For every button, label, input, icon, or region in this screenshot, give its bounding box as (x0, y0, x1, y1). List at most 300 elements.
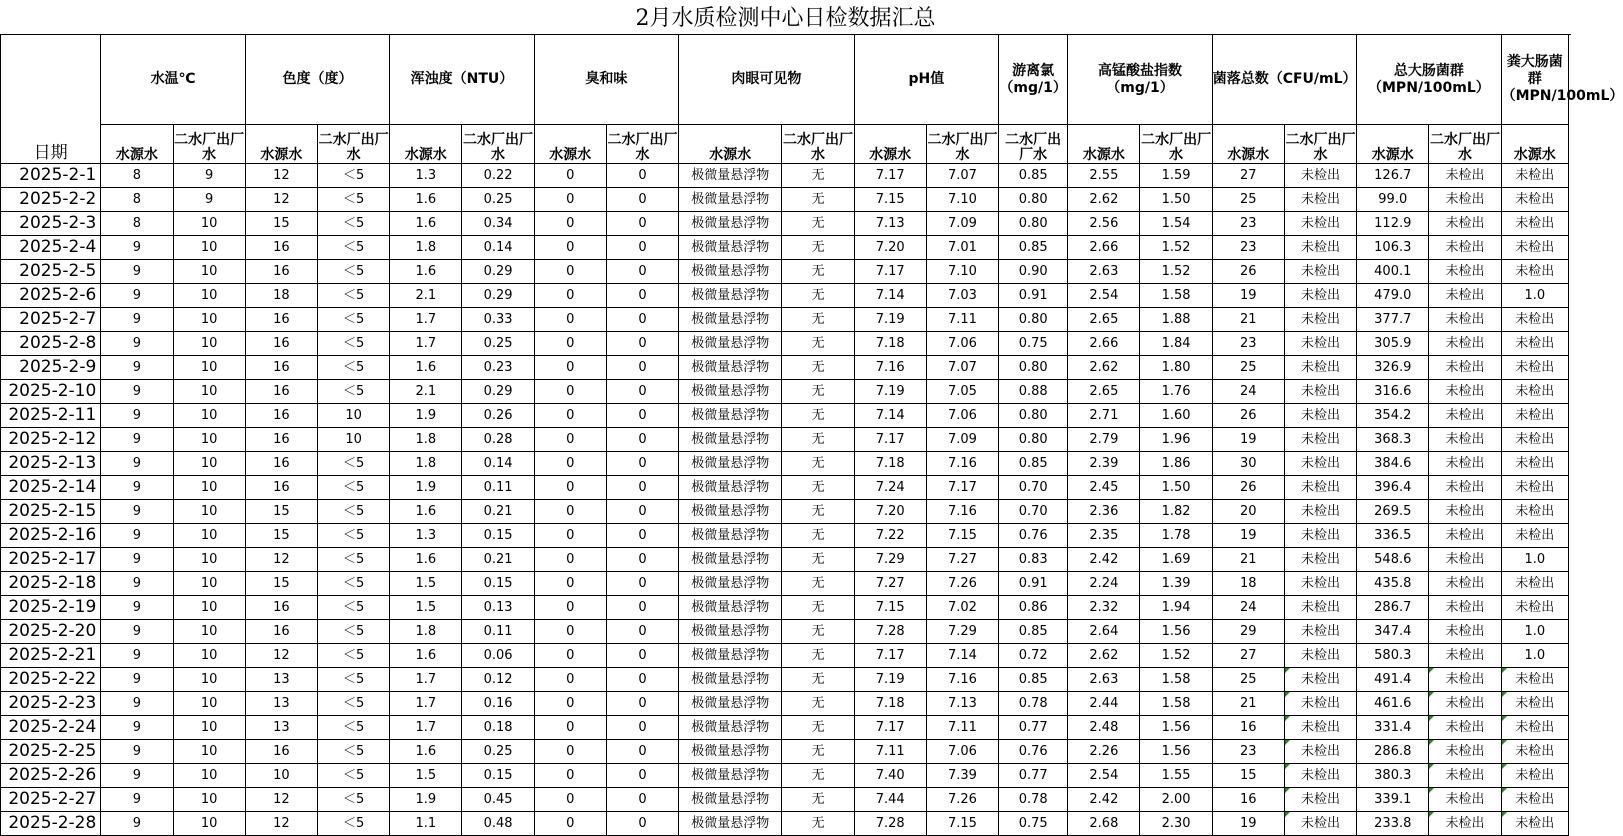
data-cell[interactable]: 0 (606, 596, 678, 620)
data-cell[interactable]: ＜5 (317, 164, 389, 188)
data-cell[interactable]: 23 (1212, 740, 1284, 764)
data-cell[interactable]: 0 (606, 380, 678, 404)
data-cell[interactable]: 未检出 (1284, 164, 1356, 188)
data-cell[interactable]: 0 (606, 692, 678, 716)
data-cell[interactable]: 1.8 (390, 452, 462, 476)
data-cell[interactable]: 2.63 (1068, 260, 1140, 284)
data-cell[interactable]: 9 (101, 548, 173, 572)
data-cell[interactable]: 0 (606, 500, 678, 524)
data-cell[interactable]: 1.6 (390, 212, 462, 236)
data-cell[interactable]: 极微量悬浮物 (679, 668, 782, 692)
data-cell[interactable]: 0 (534, 788, 606, 812)
data-cell[interactable]: 9 (101, 812, 173, 836)
data-cell[interactable]: 9 (101, 332, 173, 356)
data-cell[interactable]: 无 (782, 380, 854, 404)
data-cell[interactable]: 13 (245, 716, 317, 740)
data-cell[interactable]: 7.16 (926, 668, 998, 692)
data-cell[interactable]: 0.25 (462, 332, 534, 356)
data-cell[interactable]: 未检出 (1501, 260, 1568, 284)
data-cell[interactable]: 未检出 (1284, 524, 1356, 548)
data-cell[interactable]: 20 (1212, 500, 1284, 524)
data-cell[interactable]: 12 (245, 644, 317, 668)
data-cell[interactable]: 286.7 (1357, 596, 1429, 620)
data-cell[interactable]: 无 (782, 452, 854, 476)
data-cell[interactable]: 0 (606, 572, 678, 596)
date-cell[interactable]: 2025-2-11 (1, 404, 101, 428)
data-cell[interactable]: 16 (245, 620, 317, 644)
data-cell[interactable]: 0.77 (999, 716, 1068, 740)
data-cell[interactable]: 0.75 (999, 812, 1068, 836)
data-cell[interactable]: 未检出 (1429, 332, 1501, 356)
data-cell[interactable]: 0.80 (999, 188, 1068, 212)
data-cell[interactable]: 8 (101, 188, 173, 212)
data-cell[interactable]: 极微量悬浮物 (679, 548, 782, 572)
date-cell[interactable]: 2025-2-6 (1, 284, 101, 308)
data-cell[interactable]: 9 (173, 188, 245, 212)
data-cell[interactable]: 9 (101, 764, 173, 788)
data-cell[interactable]: 未检出 (1501, 596, 1568, 620)
data-cell[interactable]: 10 (173, 452, 245, 476)
data-cell[interactable]: 0.29 (462, 260, 534, 284)
data-cell[interactable]: 7.15 (926, 812, 998, 836)
data-cell[interactable]: 10 (173, 236, 245, 260)
data-cell[interactable]: 25 (1212, 188, 1284, 212)
data-cell[interactable]: 548.6 (1357, 548, 1429, 572)
data-cell[interactable]: 0 (606, 524, 678, 548)
data-cell[interactable]: 26 (1212, 476, 1284, 500)
data-cell[interactable]: 7.10 (926, 188, 998, 212)
data-cell[interactable]: 未检出 (1284, 452, 1356, 476)
data-cell[interactable]: 15 (245, 500, 317, 524)
data-cell[interactable]: 未检出 (1429, 356, 1501, 380)
data-cell[interactable]: 未检出 (1429, 668, 1501, 692)
data-cell[interactable]: 1.0 (1501, 620, 1568, 644)
data-cell[interactable]: 331.4 (1357, 716, 1429, 740)
data-cell[interactable]: 无 (782, 644, 854, 668)
data-cell[interactable]: 0 (534, 620, 606, 644)
data-cell[interactable]: ＜5 (317, 620, 389, 644)
data-cell[interactable]: 未检出 (1429, 716, 1501, 740)
data-cell[interactable]: 0 (534, 308, 606, 332)
date-cell[interactable]: 2025-2-24 (1, 716, 101, 740)
data-cell[interactable]: 1.8 (390, 236, 462, 260)
data-cell[interactable]: 未检出 (1429, 788, 1501, 812)
data-cell[interactable]: 7.06 (926, 332, 998, 356)
date-cell[interactable]: 2025-2-3 (1, 212, 101, 236)
data-cell[interactable]: 未检出 (1501, 812, 1568, 836)
data-cell[interactable]: 9 (101, 668, 173, 692)
data-cell[interactable]: 未检出 (1501, 524, 1568, 548)
data-cell[interactable]: 未检出 (1429, 740, 1501, 764)
data-cell[interactable]: 1.84 (1140, 332, 1212, 356)
data-cell[interactable]: 16 (245, 452, 317, 476)
data-cell[interactable]: 15 (245, 212, 317, 236)
data-cell[interactable]: 10 (173, 308, 245, 332)
data-cell[interactable]: 0.76 (999, 524, 1068, 548)
data-cell[interactable]: 未检出 (1429, 260, 1501, 284)
data-cell[interactable]: 极微量悬浮物 (679, 308, 782, 332)
data-cell[interactable]: 7.27 (926, 548, 998, 572)
data-cell[interactable]: 7.16 (854, 356, 926, 380)
data-cell[interactable]: 7.39 (926, 764, 998, 788)
date-cell[interactable]: 2025-2-20 (1, 620, 101, 644)
data-cell[interactable]: 0.85 (999, 236, 1068, 260)
data-cell[interactable]: 1.52 (1140, 644, 1212, 668)
data-cell[interactable]: 1.58 (1140, 284, 1212, 308)
data-cell[interactable]: 0.80 (999, 356, 1068, 380)
data-cell[interactable]: 未检出 (1429, 236, 1501, 260)
data-cell[interactable]: 9 (101, 740, 173, 764)
data-cell[interactable]: 2.71 (1068, 404, 1140, 428)
data-cell[interactable]: 极微量悬浮物 (679, 764, 782, 788)
data-cell[interactable]: 7.14 (854, 404, 926, 428)
data-cell[interactable]: 8 (101, 164, 173, 188)
data-cell[interactable]: 无 (782, 404, 854, 428)
data-cell[interactable]: 0 (534, 164, 606, 188)
date-cell[interactable]: 2025-2-4 (1, 236, 101, 260)
date-cell[interactable]: 2025-2-15 (1, 500, 101, 524)
data-cell[interactable]: 286.8 (1357, 740, 1429, 764)
data-cell[interactable]: 未检出 (1284, 572, 1356, 596)
data-cell[interactable]: 0 (534, 212, 606, 236)
data-cell[interactable]: 112.9 (1357, 212, 1429, 236)
data-cell[interactable]: 7.10 (926, 260, 998, 284)
data-cell[interactable]: 1.6 (390, 260, 462, 284)
data-cell[interactable]: 0.91 (999, 284, 1068, 308)
data-cell[interactable]: 0 (534, 524, 606, 548)
data-cell[interactable]: 极微量悬浮物 (679, 500, 782, 524)
data-cell[interactable]: ＜5 (317, 668, 389, 692)
data-cell[interactable]: 1.6 (390, 548, 462, 572)
data-cell[interactable]: 0 (534, 332, 606, 356)
data-cell[interactable]: 21 (1212, 308, 1284, 332)
data-cell[interactable]: 1.7 (390, 308, 462, 332)
data-cell[interactable]: 0.13 (462, 596, 534, 620)
data-cell[interactable]: ＜5 (317, 596, 389, 620)
data-cell[interactable]: 2.54 (1068, 764, 1140, 788)
data-cell[interactable]: 0 (534, 236, 606, 260)
data-cell[interactable]: 未检出 (1429, 476, 1501, 500)
data-cell[interactable]: ＜5 (317, 236, 389, 260)
data-cell[interactable]: 16 (1212, 788, 1284, 812)
data-cell[interactable]: 10 (245, 764, 317, 788)
data-cell[interactable]: 24 (1212, 380, 1284, 404)
data-cell[interactable]: 7.13 (854, 212, 926, 236)
data-cell[interactable]: 未检出 (1501, 236, 1568, 260)
data-cell[interactable]: 400.1 (1357, 260, 1429, 284)
data-cell[interactable]: 0.23 (462, 356, 534, 380)
data-cell[interactable]: 10 (173, 428, 245, 452)
data-cell[interactable]: 0.25 (462, 188, 534, 212)
data-cell[interactable]: 未检出 (1501, 452, 1568, 476)
data-cell[interactable]: 未检出 (1501, 668, 1568, 692)
data-cell[interactable]: 0.29 (462, 284, 534, 308)
data-cell[interactable]: 7.24 (854, 476, 926, 500)
data-cell[interactable]: 未检出 (1284, 812, 1356, 836)
data-cell[interactable]: 未检出 (1429, 692, 1501, 716)
date-cell[interactable]: 2025-2-23 (1, 692, 101, 716)
data-cell[interactable]: 0.88 (999, 380, 1068, 404)
data-cell[interactable]: 9 (101, 260, 173, 284)
data-cell[interactable]: 7.11 (854, 740, 926, 764)
data-cell[interactable]: 极微量悬浮物 (679, 620, 782, 644)
data-cell[interactable]: 19 (1212, 812, 1284, 836)
data-cell[interactable]: 1.7 (390, 332, 462, 356)
data-cell[interactable]: 0.26 (462, 404, 534, 428)
data-cell[interactable]: 1.59 (1140, 164, 1212, 188)
data-cell[interactable]: 1.3 (390, 164, 462, 188)
data-cell[interactable]: 未检出 (1284, 332, 1356, 356)
data-cell[interactable]: 0 (606, 188, 678, 212)
data-cell[interactable]: 10 (173, 572, 245, 596)
data-cell[interactable]: 未检出 (1284, 740, 1356, 764)
data-cell[interactable]: 16 (245, 356, 317, 380)
data-cell[interactable]: 2.1 (390, 380, 462, 404)
data-cell[interactable]: 未检出 (1501, 212, 1568, 236)
data-cell[interactable]: 1.0 (1501, 548, 1568, 572)
data-cell[interactable]: ＜5 (317, 380, 389, 404)
data-cell[interactable]: 1.56 (1140, 620, 1212, 644)
data-cell[interactable]: 8 (101, 212, 173, 236)
data-cell[interactable]: 7.09 (926, 212, 998, 236)
data-cell[interactable]: 1.6 (390, 188, 462, 212)
data-cell[interactable]: 435.8 (1357, 572, 1429, 596)
data-cell[interactable]: 0 (534, 596, 606, 620)
data-cell[interactable]: 9 (101, 428, 173, 452)
data-cell[interactable]: 305.9 (1357, 332, 1429, 356)
data-cell[interactable]: 极微量悬浮物 (679, 572, 782, 596)
data-cell[interactable]: 0.75 (999, 332, 1068, 356)
data-cell[interactable]: 无 (782, 188, 854, 212)
data-cell[interactable]: 2.62 (1068, 356, 1140, 380)
data-cell[interactable]: 无 (782, 764, 854, 788)
data-cell[interactable]: 无 (782, 308, 854, 332)
data-cell[interactable]: 1.9 (390, 404, 462, 428)
data-cell[interactable]: 7.09 (926, 428, 998, 452)
data-cell[interactable]: 无 (782, 548, 854, 572)
date-cell[interactable]: 2025-2-2 (1, 188, 101, 212)
data-cell[interactable]: ＜5 (317, 572, 389, 596)
data-cell[interactable]: ＜5 (317, 452, 389, 476)
data-cell[interactable]: 21 (1212, 692, 1284, 716)
data-cell[interactable]: 10 (173, 212, 245, 236)
data-cell[interactable]: 未检出 (1284, 764, 1356, 788)
data-cell[interactable]: 7.07 (926, 164, 998, 188)
data-cell[interactable]: 1.56 (1140, 716, 1212, 740)
data-cell[interactable]: 126.7 (1357, 164, 1429, 188)
data-cell[interactable]: 1.60 (1140, 404, 1212, 428)
data-cell[interactable]: 2.35 (1068, 524, 1140, 548)
data-cell[interactable]: 未检出 (1501, 428, 1568, 452)
data-cell[interactable]: 19 (1212, 524, 1284, 548)
data-cell[interactable]: 10 (173, 812, 245, 836)
data-cell[interactable]: 0 (534, 644, 606, 668)
data-cell[interactable]: 1.54 (1140, 212, 1212, 236)
data-cell[interactable]: 2.32 (1068, 596, 1140, 620)
data-cell[interactable]: 16 (245, 404, 317, 428)
data-cell[interactable]: 9 (101, 356, 173, 380)
data-cell[interactable]: 极微量悬浮物 (679, 452, 782, 476)
data-cell[interactable]: 0.83 (999, 548, 1068, 572)
data-cell[interactable]: 1.39 (1140, 572, 1212, 596)
data-cell[interactable]: 2.55 (1068, 164, 1140, 188)
data-cell[interactable]: 1.96 (1140, 428, 1212, 452)
data-cell[interactable]: 7.27 (854, 572, 926, 596)
data-cell[interactable]: ＜5 (317, 188, 389, 212)
data-cell[interactable]: 12 (245, 812, 317, 836)
data-cell[interactable]: 7.18 (854, 332, 926, 356)
data-cell[interactable]: 7.15 (854, 596, 926, 620)
data-cell[interactable]: 19 (1212, 428, 1284, 452)
data-cell[interactable]: 2.62 (1068, 644, 1140, 668)
data-cell[interactable]: 347.4 (1357, 620, 1429, 644)
data-cell[interactable]: 24 (1212, 596, 1284, 620)
data-cell[interactable]: 0.85 (999, 164, 1068, 188)
data-cell[interactable]: 1.8 (390, 620, 462, 644)
data-cell[interactable]: 未检出 (1429, 764, 1501, 788)
data-cell[interactable]: 无 (782, 740, 854, 764)
data-cell[interactable]: 233.8 (1357, 812, 1429, 836)
data-cell[interactable]: ＜5 (317, 548, 389, 572)
data-cell[interactable]: 10 (173, 644, 245, 668)
data-cell[interactable]: 未检出 (1501, 404, 1568, 428)
date-cell[interactable]: 2025-2-25 (1, 740, 101, 764)
data-cell[interactable]: 19 (1212, 284, 1284, 308)
data-cell[interactable]: 10 (173, 476, 245, 500)
data-cell[interactable]: 0.80 (999, 404, 1068, 428)
data-cell[interactable]: 0 (606, 356, 678, 380)
data-cell[interactable]: 26 (1212, 404, 1284, 428)
data-cell[interactable]: ＜5 (317, 212, 389, 236)
data-cell[interactable]: 1.55 (1140, 764, 1212, 788)
data-cell[interactable]: 1.58 (1140, 668, 1212, 692)
data-cell[interactable]: 极微量悬浮物 (679, 812, 782, 836)
data-cell[interactable]: 9 (101, 308, 173, 332)
data-cell[interactable]: 无 (782, 596, 854, 620)
data-cell[interactable]: 0 (606, 716, 678, 740)
data-cell[interactable]: 无 (782, 332, 854, 356)
data-cell[interactable]: 0 (606, 332, 678, 356)
data-cell[interactable]: 0 (534, 764, 606, 788)
date-cell[interactable]: 2025-2-26 (1, 764, 101, 788)
date-cell[interactable]: 2025-2-27 (1, 788, 101, 812)
data-cell[interactable]: 未检出 (1284, 236, 1356, 260)
data-cell[interactable]: 10 (173, 764, 245, 788)
data-cell[interactable]: 未检出 (1429, 524, 1501, 548)
data-cell[interactable]: 未检出 (1501, 332, 1568, 356)
date-cell[interactable]: 2025-2-18 (1, 572, 101, 596)
data-cell[interactable]: 491.4 (1357, 668, 1429, 692)
date-cell[interactable]: 2025-2-16 (1, 524, 101, 548)
data-cell[interactable]: 2.65 (1068, 308, 1140, 332)
data-cell[interactable]: 9 (101, 716, 173, 740)
date-cell[interactable]: 2025-2-22 (1, 668, 101, 692)
data-cell[interactable]: 1.80 (1140, 356, 1212, 380)
data-cell[interactable]: ＜5 (317, 644, 389, 668)
data-cell[interactable]: 0.14 (462, 236, 534, 260)
data-cell[interactable]: 269.5 (1357, 500, 1429, 524)
data-cell[interactable]: 0.72 (999, 644, 1068, 668)
data-cell[interactable]: 1.5 (390, 596, 462, 620)
data-cell[interactable]: 极微量悬浮物 (679, 740, 782, 764)
data-cell[interactable]: 极微量悬浮物 (679, 644, 782, 668)
data-cell[interactable]: 27 (1212, 164, 1284, 188)
data-cell[interactable]: 0.85 (999, 668, 1068, 692)
data-cell[interactable]: 0 (606, 428, 678, 452)
data-cell[interactable]: 7.28 (854, 620, 926, 644)
data-cell[interactable]: 2.79 (1068, 428, 1140, 452)
data-cell[interactable]: 未检出 (1429, 620, 1501, 644)
data-cell[interactable]: 0.15 (462, 764, 534, 788)
data-cell[interactable]: 2.66 (1068, 332, 1140, 356)
data-cell[interactable]: 16 (245, 260, 317, 284)
data-cell[interactable]: 0.29 (462, 380, 534, 404)
data-cell[interactable]: 2.68 (1068, 812, 1140, 836)
data-cell[interactable]: 未检出 (1284, 212, 1356, 236)
data-cell[interactable]: 10 (173, 332, 245, 356)
data-cell[interactable]: 0.78 (999, 788, 1068, 812)
data-cell[interactable]: 极微量悬浮物 (679, 524, 782, 548)
data-cell[interactable]: 10 (173, 404, 245, 428)
data-cell[interactable]: 13 (245, 668, 317, 692)
data-cell[interactable]: 0.80 (999, 308, 1068, 332)
data-cell[interactable]: 未检出 (1501, 164, 1568, 188)
data-cell[interactable]: 0 (534, 812, 606, 836)
data-cell[interactable]: 0 (534, 548, 606, 572)
data-cell[interactable]: 2.56 (1068, 212, 1140, 236)
data-cell[interactable]: 2.63 (1068, 668, 1140, 692)
data-cell[interactable]: 0.11 (462, 620, 534, 644)
data-cell[interactable]: 0.85 (999, 452, 1068, 476)
data-cell[interactable]: 0.21 (462, 500, 534, 524)
data-cell[interactable]: 2.65 (1068, 380, 1140, 404)
data-cell[interactable]: 9 (101, 476, 173, 500)
data-cell[interactable]: 未检出 (1501, 476, 1568, 500)
data-cell[interactable]: 12 (245, 788, 317, 812)
data-cell[interactable]: 0 (534, 356, 606, 380)
data-cell[interactable]: ＜5 (317, 692, 389, 716)
data-cell[interactable]: 0.90 (999, 260, 1068, 284)
data-cell[interactable]: 7.15 (854, 188, 926, 212)
data-cell[interactable]: 极微量悬浮物 (679, 404, 782, 428)
data-cell[interactable]: 29 (1212, 620, 1284, 644)
data-cell[interactable]: 无 (782, 692, 854, 716)
data-cell[interactable]: 1.9 (390, 476, 462, 500)
data-cell[interactable]: 未检出 (1501, 716, 1568, 740)
data-cell[interactable]: ＜5 (317, 812, 389, 836)
data-cell[interactable]: 1.76 (1140, 380, 1212, 404)
data-cell[interactable]: 9 (101, 452, 173, 476)
data-cell[interactable]: 9 (101, 788, 173, 812)
data-cell[interactable]: 7.15 (926, 524, 998, 548)
data-cell[interactable]: 无 (782, 428, 854, 452)
data-cell[interactable]: 10 (173, 260, 245, 284)
data-cell[interactable]: 9 (101, 284, 173, 308)
data-cell[interactable]: 极微量悬浮物 (679, 332, 782, 356)
data-cell[interactable]: 7.17 (854, 260, 926, 284)
data-cell[interactable]: 2.1 (390, 284, 462, 308)
data-cell[interactable]: 99.0 (1357, 188, 1429, 212)
data-cell[interactable]: 10 (317, 404, 389, 428)
data-cell[interactable]: 极微量悬浮物 (679, 188, 782, 212)
data-cell[interactable]: 0.18 (462, 716, 534, 740)
data-cell[interactable]: 0 (534, 452, 606, 476)
data-cell[interactable]: 极微量悬浮物 (679, 164, 782, 188)
data-cell[interactable]: 未检出 (1501, 788, 1568, 812)
data-cell[interactable]: 未检出 (1429, 164, 1501, 188)
data-cell[interactable]: 无 (782, 812, 854, 836)
data-cell[interactable]: 7.18 (854, 452, 926, 476)
